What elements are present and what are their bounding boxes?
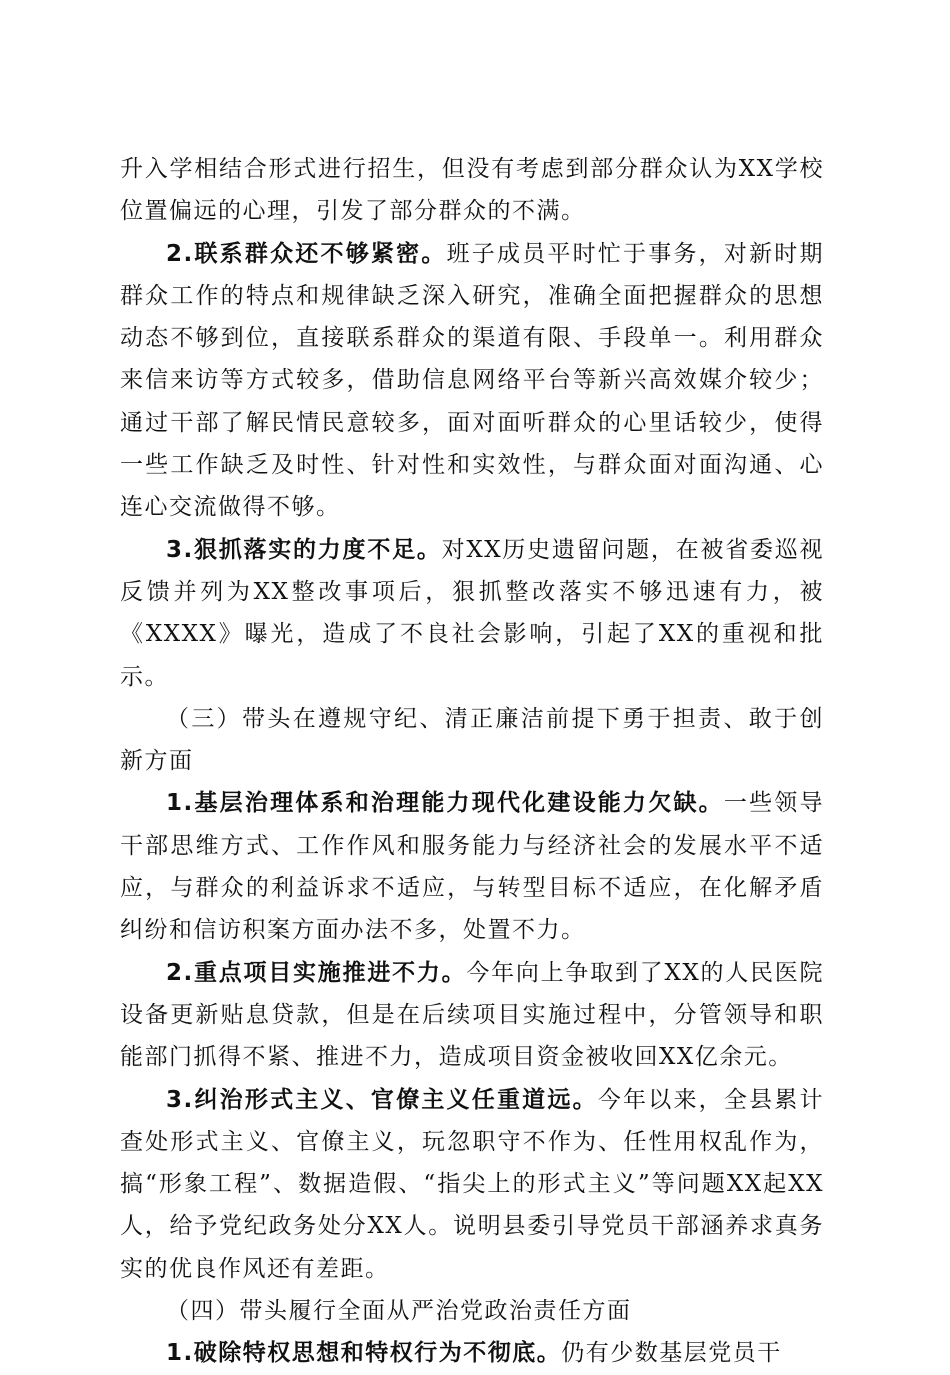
paragraph-formalism [120,1079,824,1290]
section-heading-3: （三）带头在遵规守纪、清正廉洁前提下勇于担责、敢于创新方面 [120,705,824,775]
paragraph-text: 今年以来，全县累计查处形式主义、官僚主义，玩忽职守不作为、任性用权乱作为，搞“形象工程”、数据造假、“指尖上的形式主义”等问题XX起XX人，给予党纪政务处分XX人。说明县委引导党员干部涵养求真务实的优良作风还有差距。 [120,1086,824,1282]
paragraph-privilege [120,1332,824,1374]
paragraph-text: 对XX历史遗留问题，在被省委巡视反馈并列为XX整改事项后，狠抓整改落实不够迅速有力，被《XXXX》曝光，造成了不良社会影响，引起了XX的重视和批示。 [120,536,824,690]
paragraph-text: 仍有少数基层党员干 [561,1340,782,1367]
paragraph-text: 升入学相结合形式进行招生，但没有考虑到部分群众认为XX学校位置偏远的心理，引发了部分群众的不满。 [120,156,824,225]
paragraph-text: 班子成员平时忙于事务，对新时期群众工作的特点和规律缺乏深入研究，准确全面把握群众的思想动态不够到位，直接联系群众的渠道有限、手段单一。利用群众来信来访等方式较多，借助信息网络平台等新兴高效媒介较少；通过干部了解民情民意较多，面对面听群众的心里话较少，使得一些工作缺乏及时性、针对性和实效性，与群众面对面沟通、心连心交流做得不够。 [120,240,825,521]
paragraph-continuation [120,148,824,233]
paragraph-lead: 2.联系群众还不够紧密。 [166,240,447,267]
paragraph-lead: 3.狠抓落实的力度不足。 [166,536,442,563]
paragraph-text: 今年向上争取到了XX的人民医院设备更新贴息贷款，但是在后续项目实施过程中，分管领导和职能部门抓得不紧、推进不力，造成项目资金被收回XX亿余元。 [120,959,825,1071]
paragraph-governance [120,782,824,951]
section-heading-4: （四）带头履行全面从严治党政治责任方面 [166,1298,632,1325]
paragraph-key-projects [120,952,824,1079]
paragraph-text: 一些领导干部思维方式、工作作风和服务能力与经济社会的发展水平不适应，与群众的利益诉求不适应，与转型目标不适应，在化解矛盾纠纷和信访积案方面办法不多，处置不力。 [120,790,825,944]
paragraph-implementation [120,529,824,698]
paragraph-lead: 1.基层治理体系和治理能力现代化建设能力欠缺。 [166,790,724,817]
paragraph-contact-masses [120,233,824,529]
paragraph-lead: 2.重点项目实施推进不力。 [166,959,467,986]
paragraph-lead: 1.破除特权思想和特权行为不彻底。 [166,1340,562,1367]
paragraph-lead: 3.纠治形式主义、官僚主义任重道远。 [166,1086,598,1113]
